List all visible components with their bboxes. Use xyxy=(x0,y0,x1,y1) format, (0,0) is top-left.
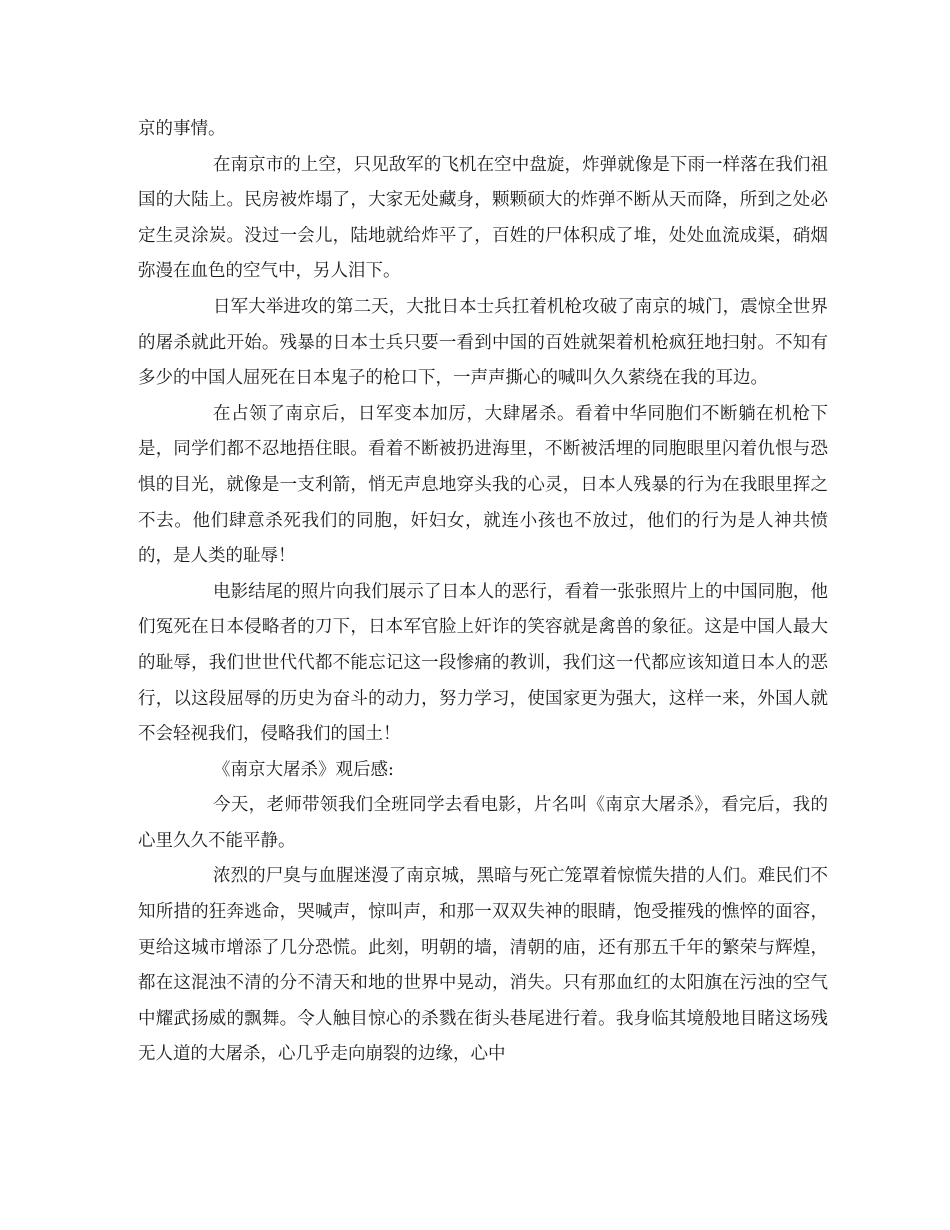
paragraph-2: 在南京市的上空，只见敌军的飞机在空中盘旋，炸弹就像是下雨一样落在我们祖国的大陆上。民房被炸塌了，大家无处藏身，颗颗硕大的炸弹不断从天而降，所到之处必定生灵涂炭。没过一会儿，陆地就给炸平了，百姓的尸体积成了堆，处处血流成渠，硝烟弥漫在血色的空气中，另人泪下。 xyxy=(138,154,828,282)
paragraph-1: 京的事情。 xyxy=(138,119,226,139)
paragraph-8: 浓烈的尸臭与血腥迷漫了南京城，黑暗与死亡笼罩着惊慌失措的人们。难民们不知所措的狂奔逃命，哭喊声，惊叫声，和那一双双失神的眼睛，饱受摧残的憔悴的面容，更给这城市增添了几分恐慌。此刻，明朝的墙，清朝的庙，还有那五千年的繁荣与辉煌，都在这混浊不清的分不清天和地的世界中晃动，消失。只有那血红的太阳旗在污浊的空气中耀武扬威的飘舞。令人触目惊心的杀戮在街头巷尾进行着。我身临其境般地目睹这场残无人道的大屠杀，心几乎走向崩裂的边缘，心中 xyxy=(138,866,828,1065)
section-heading: 《南京大屠杀》观后感: xyxy=(213,759,394,780)
paragraph-5: 电影结尾的照片向我们展示了日本人的恶行，看着一张张照片上的中国同胞，他们冤死在日本侵略者的刀下，日本军官脸上奸诈的笑容就是禽兽的象征。这是中国人最大的耻辱，我们世世代代都不能忘记这一段惨痛的教训，我们这一代都应该知道日本人的恶行，以这段屈辱的历史为奋斗的动力，努力学习，使国家更为强大，这样一来，外国人就不会轻视我们，侵略我们的国土！ xyxy=(138,581,828,745)
paragraph-7: 今天，老师带领我们全班同学去看电影，片名叫《南京大屠杀》，看完后，我的心里久久不能平静。 xyxy=(138,795,828,851)
paragraph-3: 日军大举进攻的第二天，大批日本士兵扛着机枪攻破了南京的城门，震惊全世界的屠杀就此开始。残暴的日本士兵只要一看到中国的百姓就架着机枪疯狂地扫射。不知有多少的中国人屈死在日本鬼子的枪口下，一声声撕心的喊叫久久萦绕在我的耳边。 xyxy=(138,296,828,389)
document-body xyxy=(138,112,828,1073)
paragraph-4: 在占领了南京后，日军变本加厉，大肆屠杀。看着中华同胞们不断躺在机枪下是，同学们都不忍地捂住眼。看着不断被扔进海里，不断被活埋的同胞眼里闪着仇恨与恐惧的目光，就像是一支利箭，悄无声息地穿头我的心灵，日本人残暴的行为在我眼里挥之不去。他们肆意杀死我们的同胞，奸妇女，就连小孩也不放过，他们的行为是人神共愤的，是人类的耻辱！ xyxy=(138,403,828,567)
